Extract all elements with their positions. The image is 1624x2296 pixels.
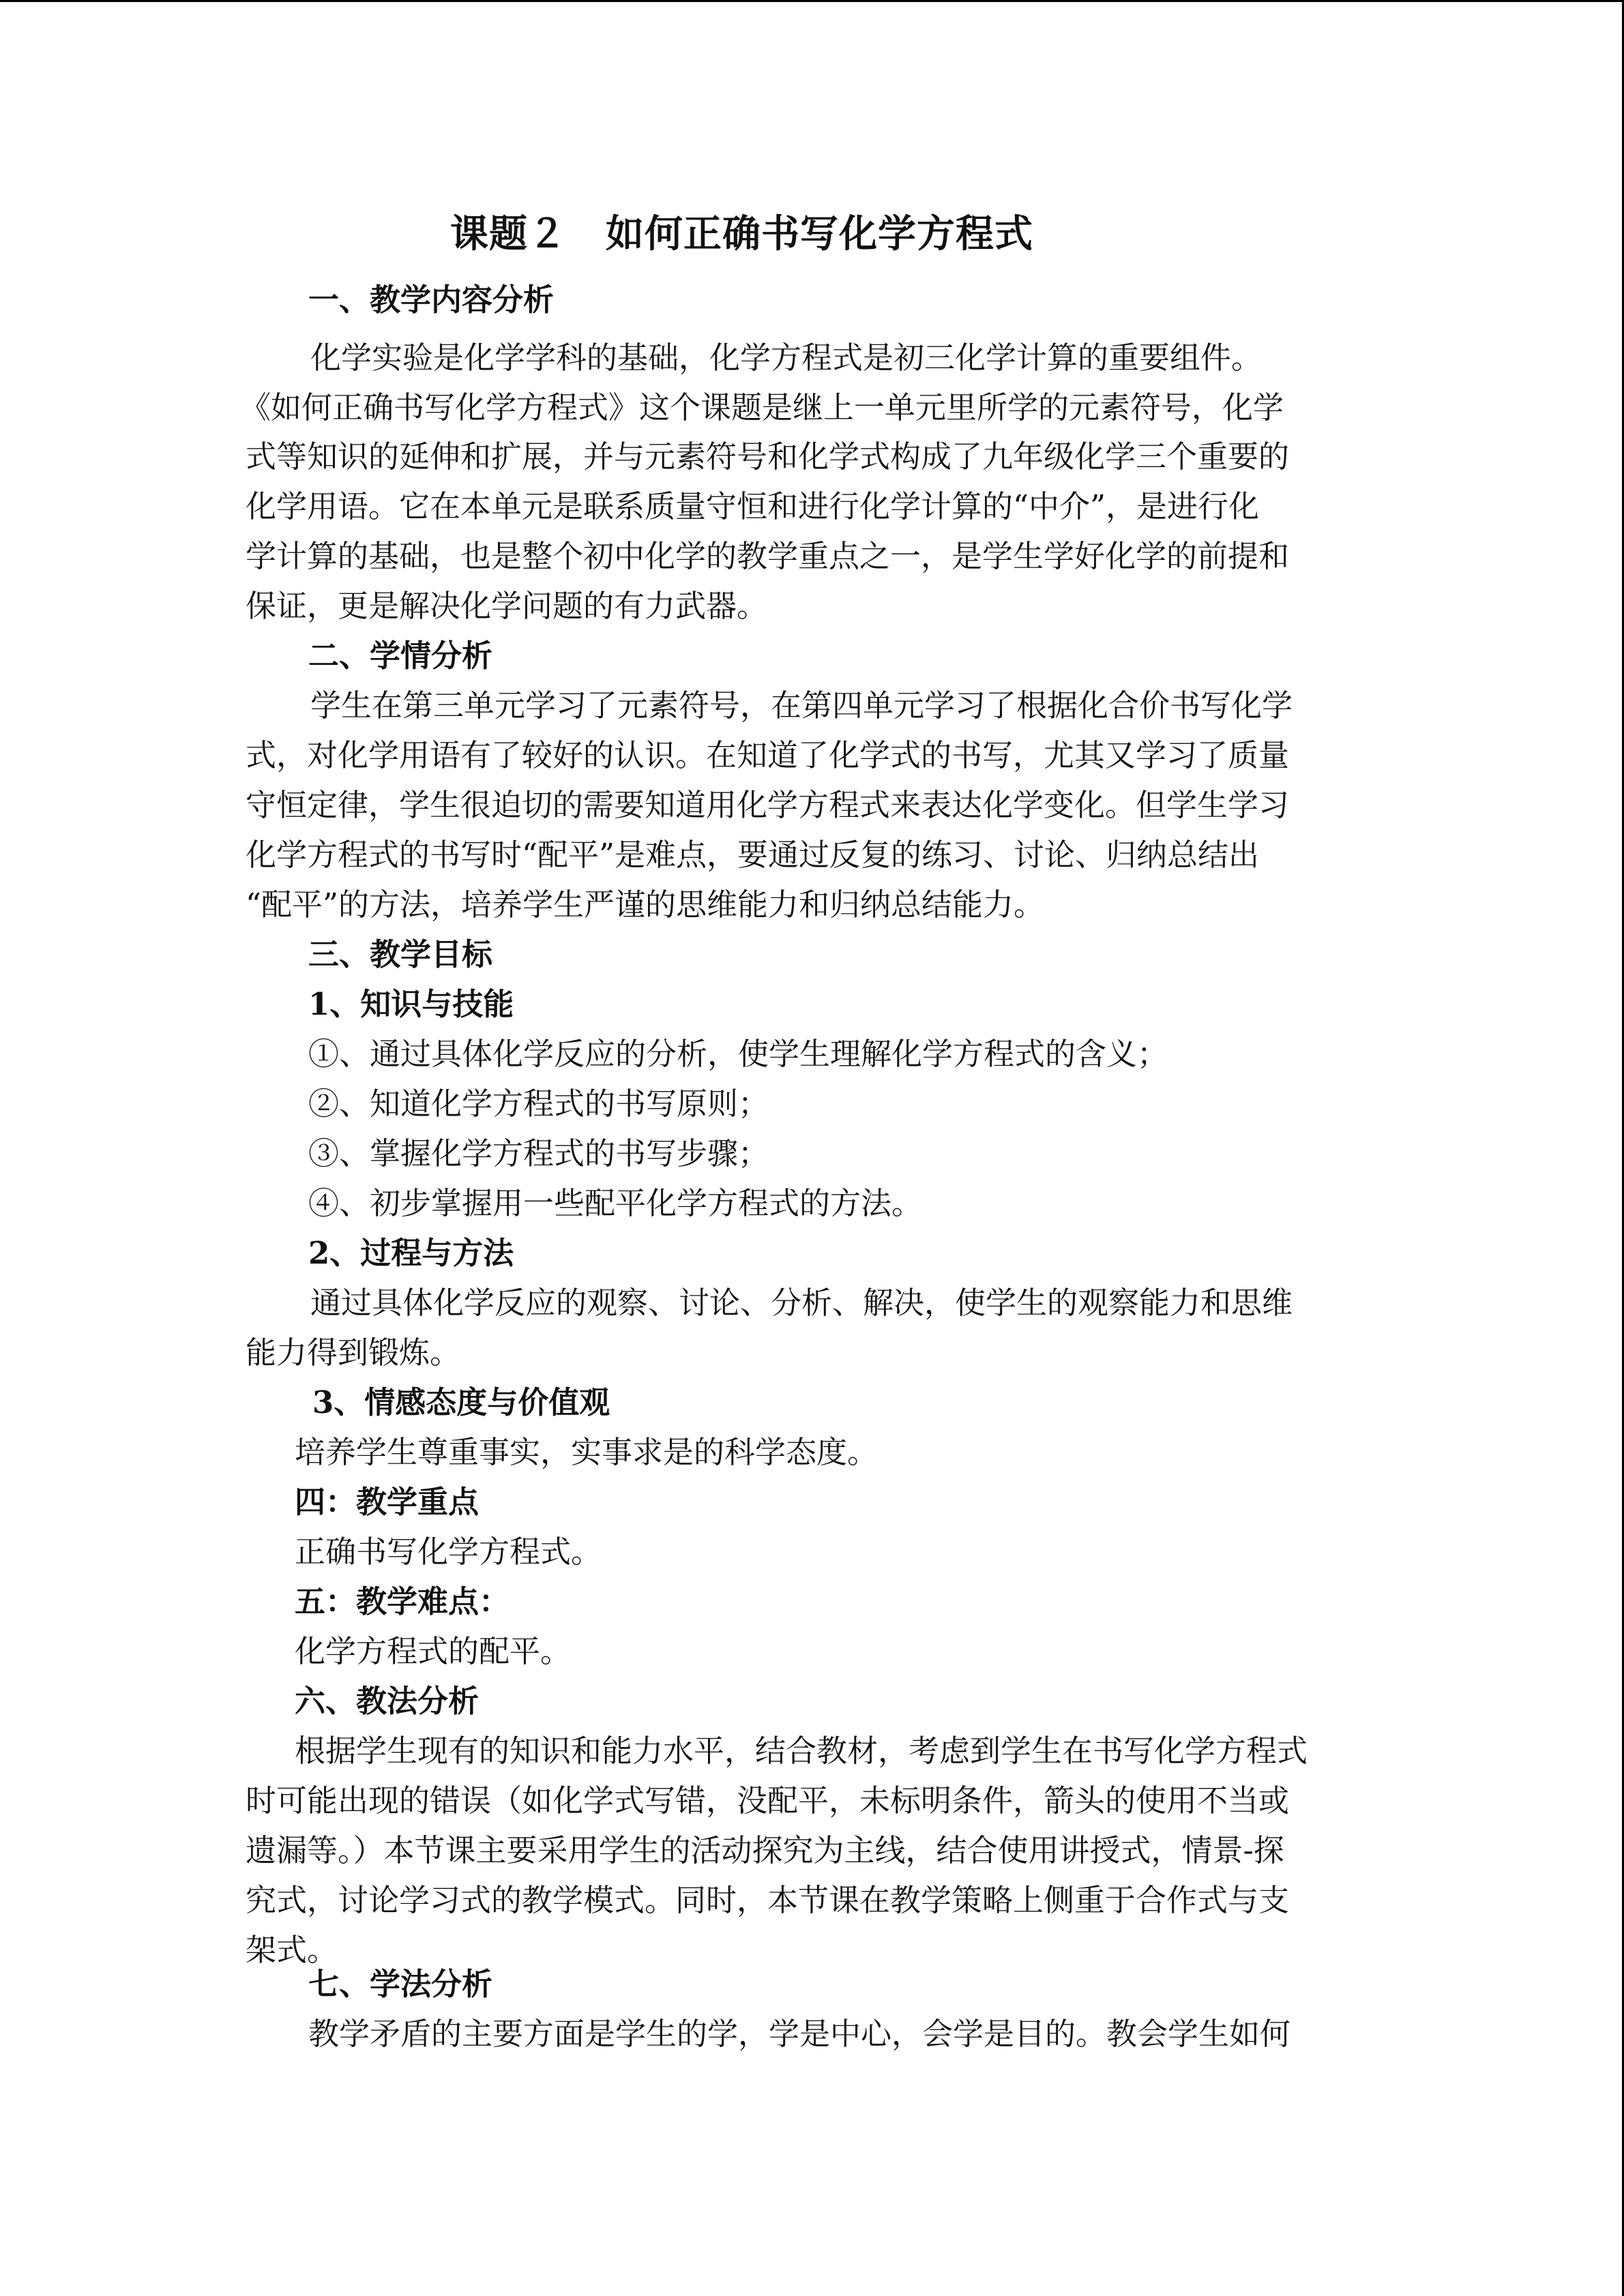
section-heading-learning-method: 七、学法分析 — [308, 1966, 493, 2002]
paragraph-line: 能力得到锻炼。 — [246, 1335, 461, 1371]
paragraph-line: 教学矛盾的主要方面是学生的学，学是中心，会学是目的。教会学生如何 — [308, 2016, 1291, 2052]
paragraph-line: 培养学生尊重事实，实事求是的科学态度。 — [295, 1434, 879, 1470]
paragraph-line: 架式。 — [246, 1932, 338, 1968]
list-item: ④、初步掌握用一些配平化学方程式的方法。 — [308, 1185, 923, 1221]
list-item: ③、掌握化学方程式的书写步骤； — [308, 1135, 769, 1172]
section-heading-teaching-objectives: 三、教学目标 — [308, 936, 493, 972]
paragraph-line: 正确书写化学方程式。 — [295, 1534, 602, 1570]
paragraph-line: 时可能出现的错误（如化学式写错，没配平，未标明条件，箭头的使用不当或 — [246, 1783, 1290, 1819]
list-item: ②、知道化学方程式的书写原则； — [308, 1086, 769, 1122]
paragraph-line: 保证，更是解决化学问题的有力武器。 — [246, 588, 768, 624]
paragraph-line: “配平”的方法，培养学生严谨的思维能力和归纳总结能力。 — [246, 886, 1045, 923]
subheading-attitudes-values: 3、情感态度与价值观 — [312, 1384, 610, 1420]
section-heading-key-points: 四：教学重点 — [295, 1484, 479, 1520]
paragraph-line: 化学方程式的配平。 — [295, 1633, 572, 1669]
paragraph-line: 化学用语。它在本单元是联系质量守恒和进行化学计算的“中介”，是进行化 — [246, 488, 1260, 524]
paragraph-line: 化学实验是化学学科的基础，化学方程式是初三化学计算的重要组件。 — [310, 340, 1263, 376]
paragraph-line: 化学方程式的书写时“配平”是难点，要通过反复的练习、讨论、归纳总结出 — [246, 837, 1260, 873]
paragraph-line: 学生在第三单元学习了元素符号，在第四单元学习了根据化合价书写化学 — [310, 687, 1293, 724]
paragraph-line: 《如何正确书写化学方程式》这个课题是继上一单元里所学的元素符号，化学 — [240, 389, 1284, 426]
paragraph-line: 究式，讨论学习式的教学模式。同时，本节课在教学策略上侧重于合作式与支 — [246, 1882, 1290, 1918]
paragraph-line: 式等知识的延伸和扩展，并与元素符号和化学式构成了九年级化学三个重要的 — [246, 438, 1290, 475]
paragraph-line: 式，对化学用语有了较好的认识。在知道了化学式的书写，尤其又学习了质量 — [246, 737, 1290, 773]
document-title: 课题２ 如何正确书写化学方程式 — [450, 211, 1033, 256]
section-heading-difficulties: 五：教学难点： — [295, 1583, 510, 1620]
section-heading-content-analysis: 一、教学内容分析 — [308, 282, 555, 318]
paragraph-line: 学计算的基础，也是整个初中化学的教学重点之一，是学生学好化学的前提和 — [246, 538, 1290, 574]
section-heading-student-analysis: 二、学情分析 — [308, 638, 493, 674]
paragraph-line: 通过具体化学反应的观察、讨论、分析、解决，使学生的观察能力和思维 — [310, 1285, 1293, 1321]
paragraph-line: 遗漏等。）本节课主要采用学生的活动探究为主线，结合使用讲授式，情景-探 — [246, 1832, 1284, 1868]
subheading-process-methods: 2、过程与方法 — [308, 1235, 514, 1271]
section-heading-teaching-method: 六、教法分析 — [295, 1683, 479, 1719]
list-item: ①、通过具体化学反应的分析，使学生理解化学方程式的含义； — [308, 1036, 1168, 1072]
page-border-top — [0, 0, 1624, 2]
paragraph-line: 根据学生现有的知识和能力水平，结合教材，考虑到学生在书写化学方程式 — [295, 1733, 1308, 1769]
subheading-knowledge-skills: 1、知识与技能 — [308, 986, 514, 1022]
paragraph-line: 守恒定律，学生很迫切的需要知道用化学方程式来表达化学变化。但学生学习 — [246, 787, 1290, 823]
